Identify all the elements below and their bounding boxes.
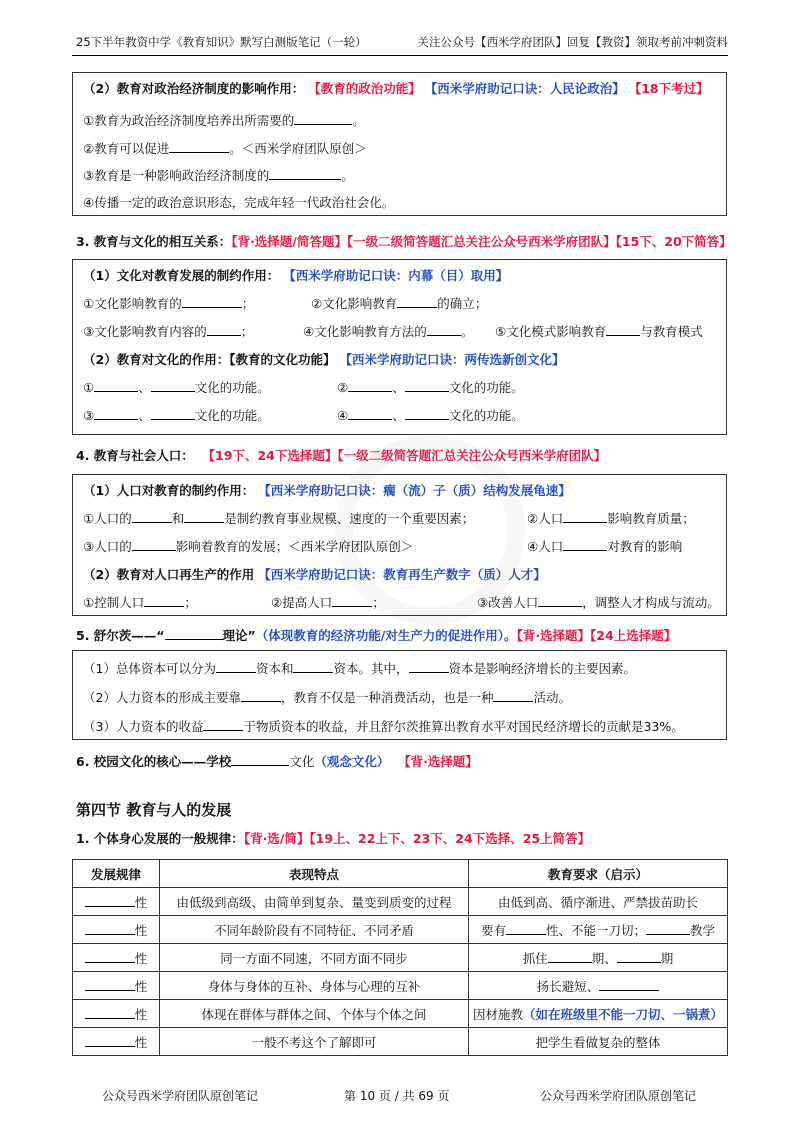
fill-blank[interactable] — [182, 295, 242, 308]
schultz-heading: 5. 舒尔茨——“ 理论”（体现教育的经济功能/对生产力的促进作用）。【背·选择题】【24上选择题】 — [76, 628, 677, 643]
schultz-line-1: （1）总体资本可以分为 资本和 资本。其中， 资本是影响经济增长的主要因素。 — [83, 661, 637, 676]
fill-blank[interactable] — [151, 379, 195, 392]
fill-blank[interactable] — [241, 689, 281, 702]
fill-blank[interactable] — [203, 718, 243, 731]
fill-blank[interactable] — [332, 594, 372, 607]
footer-left: 公众号西米学府团队原创笔记 — [102, 1089, 259, 1103]
table-cell: 扬长避短、 — [468, 972, 727, 1000]
header-divider — [72, 55, 728, 56]
table-cell: 性 — [73, 888, 160, 916]
blank[interactable] — [269, 167, 341, 180]
fill-blank[interactable] — [216, 660, 256, 673]
fill-blank[interactable] — [132, 538, 176, 551]
culture-func-4: ④ 、 文化的功能。 — [337, 408, 524, 423]
header-right: 关注公众号【西米学府团队】回复【教资】领取考前冲刺资料 — [417, 35, 728, 49]
col-header-law: 发展规律 — [73, 860, 160, 888]
fill-blank[interactable] — [506, 922, 546, 935]
politics-tip: 【西米学府助记口诀：人民论政治】 — [424, 81, 625, 96]
politics-title: （2）教育对政治经济制度的影响作用： — [83, 81, 305, 96]
table-cell: 性 — [73, 1028, 160, 1056]
population-effect-2: ②提高人口 ； — [271, 595, 385, 610]
development-table — [72, 859, 728, 1056]
campus-culture-heading: 6. 校园文化的核心——学校 文化（观念文化） 【背·选择题】 — [76, 754, 478, 769]
page-number: 第 10 页 / 共 69 页 — [344, 1089, 450, 1103]
population-effect-title: （2）教育对人口再生产的作用 — [83, 567, 255, 582]
politics-box — [72, 72, 727, 216]
table-cell: 性 — [73, 972, 160, 1000]
population-item-4: ④人口 对教育的影响 — [527, 539, 683, 554]
table-cell: 性 — [73, 916, 160, 944]
page-header — [0, 34, 800, 52]
blank[interactable] — [294, 112, 352, 125]
fill-blank[interactable] — [85, 1006, 135, 1019]
fill-blank[interactable] — [85, 894, 135, 907]
culture-func-3: ③ 、 文化的功能。 — [83, 408, 270, 423]
culture-item-4: ④文化影响教育方法的 。 — [303, 324, 474, 339]
population-constraint-title: （1）人口对教育的制约作用： — [83, 483, 255, 498]
population-box — [72, 474, 727, 616]
fill-blank[interactable] — [85, 978, 135, 991]
table-cell: 体现在群体与群体之间、个体与个体之间 — [160, 1000, 469, 1028]
culture-item-1: ①文化影响教育的 ； — [83, 296, 255, 311]
culture-func-1: ① 、 文化的功能。 — [83, 380, 270, 395]
fill-blank[interactable] — [165, 627, 223, 640]
table-row — [73, 972, 728, 1000]
population-constraint-tip: 【西米学府助记口诀：瘸（流）子（质）结构发展龟速】 — [258, 483, 571, 498]
table-cell: 性 — [73, 1000, 160, 1028]
table-cell: 由低到高、循序渐进、严禁拔苗助长 — [468, 888, 727, 916]
fill-blank[interactable] — [599, 978, 659, 991]
table-cell: 要有 性、不能一刀切； 教学 — [468, 916, 727, 944]
table-cell: 由低级到高级、由简单到复杂、量变到质变的过程 — [160, 888, 469, 916]
fill-blank[interactable] — [427, 323, 461, 336]
politics-item-4: ④传播一定的政治意识形态，完成年轻一代政治社会化。 — [83, 195, 395, 210]
fill-blank[interactable] — [207, 323, 241, 336]
fill-blank[interactable] — [563, 510, 607, 523]
fill-blank[interactable] — [538, 594, 582, 607]
culture-item-3: ③文化影响教育内容的 ； — [83, 324, 254, 339]
fill-blank[interactable] — [405, 379, 449, 392]
fill-blank[interactable] — [184, 510, 224, 523]
development-heading: 1. 个体身心发展的一般规律：【背·选/简】【19上、22上下、23下、24下选择、25上简答】 — [76, 831, 591, 846]
table-cell: 把学生看做复杂的整体 — [468, 1028, 727, 1056]
schultz-line-2: （2）人力资本的形成主要靠 ，教育不仅是一种消费活动，也是一种 活动。 — [83, 690, 571, 705]
politics-item-2: ②教育可以促进 。＜西米学府团队原创＞ — [83, 141, 367, 156]
population-item-3: ③人口的 影响着教育的发展；＜西米学府团队原创＞ — [83, 539, 414, 554]
fill-blank[interactable] — [548, 950, 592, 963]
fill-blank[interactable] — [231, 753, 289, 766]
fill-blank[interactable] — [646, 922, 690, 935]
fill-blank[interactable] — [94, 407, 138, 420]
header-left: 25下半年教资中学《教育知识》默写白测版笔记（一轮） — [76, 35, 367, 49]
table-cell: 身体与身体的互补、身体与心理的互补 — [160, 972, 469, 1000]
table-cell: 同一方面不同速，不同方面不同步 — [160, 944, 469, 972]
table-row — [73, 1000, 728, 1028]
fill-blank[interactable] — [85, 1034, 135, 1047]
footer-right: 公众号西米学府团队原创笔记 — [540, 1089, 697, 1103]
population-item-1: ①人口的 和 是制约教育事业规模、速度的一个重要因素； — [83, 511, 475, 526]
table-row — [73, 1028, 728, 1056]
fill-blank[interactable] — [409, 660, 449, 673]
culture-constraint-title: （1）文化对教育发展的制约作用： — [83, 268, 280, 283]
table-cell: 抓住 期、 期 — [468, 944, 727, 972]
fill-blank[interactable] — [85, 950, 135, 963]
fill-blank[interactable] — [348, 379, 392, 392]
fill-blank[interactable] — [606, 323, 640, 336]
politics-item-1: ①教育为政治经济制度培养出所需要的 。 — [83, 113, 365, 128]
table-cell: 不同年龄阶段有不同特征、不同矛盾 — [160, 916, 469, 944]
fill-blank[interactable] — [563, 538, 607, 551]
col-header-feature: 表现特点 — [160, 860, 469, 888]
table-cell: 性 — [73, 944, 160, 972]
culture-function-title: （2）教育对文化的作用：【教育的文化功能】 — [83, 352, 336, 367]
politics-tag-function: 【教育的政治功能】 — [308, 81, 421, 96]
fill-blank[interactable] — [405, 407, 449, 420]
fill-blank[interactable] — [493, 689, 533, 702]
fill-blank[interactable] — [151, 407, 195, 420]
population-heading: 4. 教育与社会人口： 【19下、24下选择题】【一级二级简答题汇总关注公众号西米学府团队】 — [76, 448, 607, 463]
fill-blank[interactable] — [144, 594, 184, 607]
politics-item-3: ③教育是一种影响政治经济制度的 。 — [83, 168, 354, 183]
culture-item-5: ⑤文化模式影响教育 与教育模式 — [495, 324, 703, 339]
fill-blank[interactable] — [94, 379, 138, 392]
section-title: 第四节 教育与人的发展 — [76, 801, 232, 819]
culture-heading: 3. 教育与文化的相互关系：【背·选择题/简答题】【一级二级简答题汇总关注公众号西米学府团队】【15下、20下简答】 — [76, 234, 732, 249]
fill-blank[interactable] — [397, 295, 437, 308]
population-item-2: ②人口 影响教育质量； — [527, 511, 695, 526]
schultz-box — [72, 650, 727, 740]
blank[interactable] — [169, 140, 229, 153]
fill-blank[interactable] — [132, 510, 172, 523]
col-header-requirement: 教育要求（启示） — [468, 860, 727, 888]
population-effect-3: ③改善人口 ，调整人才构成与流动。 — [477, 595, 720, 610]
table-row — [73, 888, 728, 916]
table-row — [73, 916, 728, 944]
population-effect-tip: 【西米学府助记口诀：教育再生产数字（质）人才】 — [258, 567, 546, 582]
fill-blank[interactable] — [617, 950, 661, 963]
culture-constraint-tip: 【西米学府助记口诀：内幕（目）取用】 — [283, 268, 509, 283]
culture-item-2: ②文化影响教育 的确立； — [311, 296, 488, 311]
culture-box — [72, 259, 727, 435]
politics-tag-exam: 【18下考过】 — [628, 81, 709, 96]
culture-function-tip: 【西米学府助记口诀：两传选新创文化】 — [339, 352, 565, 367]
fill-blank[interactable] — [85, 922, 135, 935]
population-effect-1: ①控制人口 ； — [83, 595, 197, 610]
table-cell: 一般不考这个了解即可 — [160, 1028, 469, 1056]
table-row — [73, 944, 728, 972]
schultz-line-3: （3）人力资本的收益 于物质资本的收益，并且舒尔茨推算出教育水平对国民经济增长的贡献是33%。 — [83, 719, 684, 734]
fill-blank[interactable] — [293, 660, 333, 673]
fill-blank[interactable] — [348, 407, 392, 420]
table-cell: 因材施教（如在班级里不能一刀切、一锅煮） — [468, 1000, 727, 1028]
culture-func-2: ② 、 文化的功能。 — [337, 380, 524, 395]
